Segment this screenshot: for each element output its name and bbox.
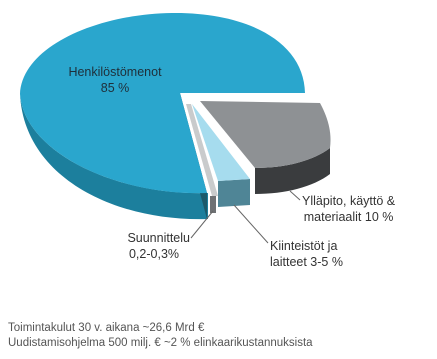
footnote-renewal-program: Uudistamisohjelma 500 milj. € ~2 % elinkaarikustannuksista — [8, 337, 313, 349]
slice-label-yllapito-line1: Ylläpito, käyttö & — [302, 194, 396, 208]
slice-label-henkilostomenot — [40, 64, 190, 96]
leader-line-kiinteistot — [234, 205, 268, 243]
slice-label-henkilostomenot-line1: Henkilöstömenot — [68, 65, 162, 79]
slice-label-suunnittelu-line2: 0,2-0,3% — [128, 247, 180, 261]
footnote-operating-costs: Toimintakulut 30 v. aikana ~26,6 Mrd € — [8, 322, 205, 334]
slice-label-kiinteistot-line2: laitteet 3-5 % — [270, 255, 343, 269]
slice-label-yllapito-line2: materiaalit 10 % — [303, 210, 394, 224]
slice-label-kiinteistot-line1: Kiinteistöt ja — [270, 239, 338, 253]
leader-line-yllapito — [290, 191, 300, 200]
slice-label-suunnittelu — [110, 230, 190, 262]
slice-label-henkilostomenot-line2: 85 % — [100, 81, 130, 95]
slice-label-yllapito — [302, 193, 395, 225]
slice-label-suunnittelu-line1: Suunnittelu — [127, 231, 190, 245]
slice-side-kiinteistot — [218, 179, 250, 207]
slice-label-kiinteistot — [270, 238, 343, 270]
slice-side-suunnittelu — [210, 196, 216, 213]
